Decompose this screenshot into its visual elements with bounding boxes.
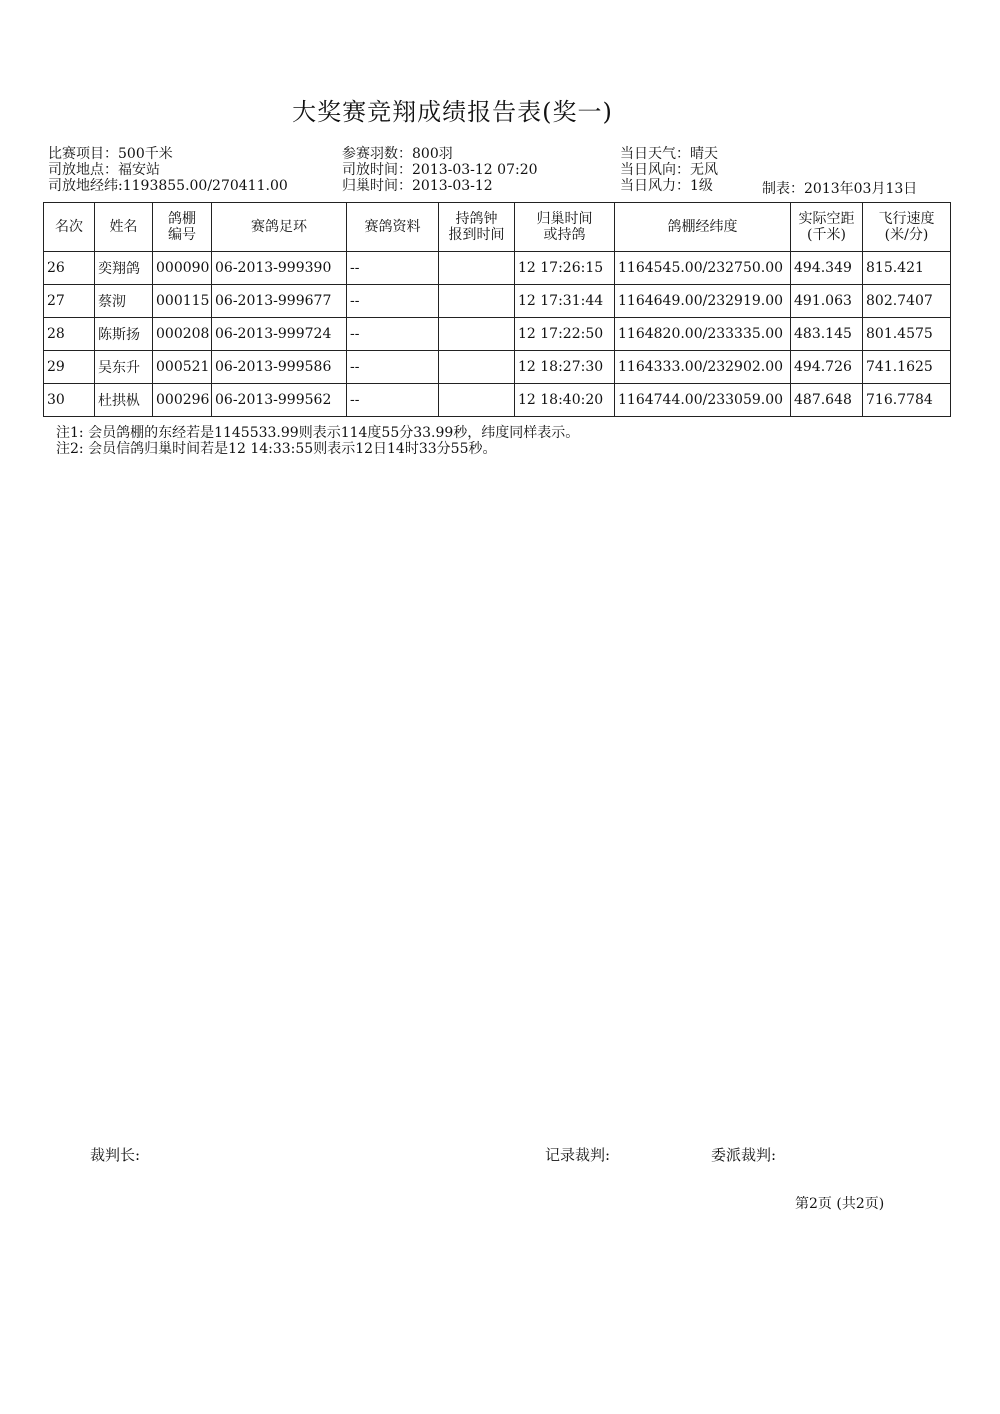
- race-info-right: [620, 146, 718, 194]
- col-speed-header: 飞行速度 (米/分): [863, 203, 951, 252]
- cell-name: 陈斯扬: [95, 318, 153, 351]
- cell-speed: 801.4575: [863, 318, 951, 351]
- cell-distance: 494.726: [791, 351, 863, 384]
- note-2: 注2: 会员信鸽归巢时间若是12 14:33:55则表示12日14时33分55秒。: [56, 441, 497, 457]
- cell-name: 奕翔鸽: [95, 252, 153, 285]
- cell-rank: 27: [44, 285, 95, 318]
- cell-pigeon-info: --: [347, 252, 439, 285]
- cell-name: 杜拱枞: [95, 384, 153, 417]
- table-row: [44, 351, 951, 384]
- cell-loft-coords: 1164545.00/232750.00: [615, 252, 791, 285]
- cell-distance: 491.063: [791, 285, 863, 318]
- return-date: 归巢时间：2013-03-12: [342, 178, 493, 194]
- table-row: [44, 252, 951, 285]
- cell-loft-id: 000521: [153, 351, 212, 384]
- cell-ring: 06-2013-999562: [212, 384, 347, 417]
- cell-speed: 716.7784: [863, 384, 951, 417]
- cell-ring: 06-2013-999390: [212, 252, 347, 285]
- cell-arrival-time: 12 18:40:20: [515, 384, 615, 417]
- cell-arrival-time: 12 17:31:44: [515, 285, 615, 318]
- cell-arrival-time: 12 17:22:50: [515, 318, 615, 351]
- release-coordinates: 司放地经纬:1193855.00/270411.00: [48, 178, 288, 194]
- cell-pigeon-info: --: [347, 285, 439, 318]
- cell-rank: 29: [44, 351, 95, 384]
- cell-speed: 741.1625: [863, 351, 951, 384]
- race-info-middle: [342, 146, 538, 194]
- cell-rank: 30: [44, 384, 95, 417]
- cell-clock-time: [439, 318, 515, 351]
- page-number: 第2页 (共2页): [795, 1196, 885, 1212]
- cell-clock-time: [439, 384, 515, 417]
- cell-name: 吴东升: [95, 351, 153, 384]
- cell-name: 蔡沏: [95, 285, 153, 318]
- cell-loft-coords: 1164649.00/232919.00: [615, 285, 791, 318]
- cell-pigeon-info: --: [347, 384, 439, 417]
- cell-clock-time: [439, 252, 515, 285]
- cell-speed: 802.7407: [863, 285, 951, 318]
- report-date: 制表：2013年03月13日: [762, 181, 918, 197]
- col-name-header: 姓名: [95, 203, 153, 252]
- race-event: 比赛项目：500千米: [48, 146, 173, 162]
- cell-ring: 06-2013-999586: [212, 351, 347, 384]
- cell-loft-coords: 1164820.00/233335.00: [615, 318, 791, 351]
- recording-judge-signature: 记录裁判:: [545, 1146, 611, 1164]
- results-table: [43, 202, 951, 417]
- cell-rank: 26: [44, 252, 95, 285]
- cell-pigeon-info: --: [347, 351, 439, 384]
- cell-loft-id: 000115: [153, 285, 212, 318]
- table-row: [44, 285, 951, 318]
- col-loft-id-header: 鸽棚 编号: [153, 203, 212, 252]
- cell-distance: 494.349: [791, 252, 863, 285]
- cell-distance: 483.145: [791, 318, 863, 351]
- table-row: [44, 384, 951, 417]
- cell-rank: 28: [44, 318, 95, 351]
- cell-clock-time: [439, 351, 515, 384]
- cell-loft-coords: 1164333.00/232902.00: [615, 351, 791, 384]
- wind-direction: 当日风向：无风: [620, 162, 718, 178]
- col-ring-header: 赛鸽足环: [212, 203, 347, 252]
- cell-pigeon-info: --: [347, 318, 439, 351]
- cell-speed: 815.421: [863, 252, 951, 285]
- col-clock-header: 持鸽钟 报到时间: [439, 203, 515, 252]
- release-location: 司放地点：福安站: [48, 162, 160, 178]
- cell-loft-id: 000296: [153, 384, 212, 417]
- chief-judge-signature: 裁判长:: [90, 1146, 141, 1164]
- cell-loft-id: 000090: [153, 252, 212, 285]
- assigned-judge-signature: 委派裁判:: [711, 1146, 777, 1164]
- entry-count: 参赛羽数：800羽: [342, 146, 453, 162]
- cell-ring: 06-2013-999677: [212, 285, 347, 318]
- report-title: 大奖赛竞翔成绩报告表(奖一): [292, 98, 613, 126]
- release-time: 司放时间：2013-03-12 07:20: [342, 162, 538, 178]
- weather: 当日天气：晴天: [620, 146, 718, 162]
- notes: [56, 425, 579, 457]
- cell-loft-coords: 1164744.00/233059.00: [615, 384, 791, 417]
- wind-force: 当日风力：1级: [620, 178, 713, 194]
- table-header-row: [44, 203, 951, 252]
- race-info-left: [48, 146, 288, 194]
- col-distance-header: 实际空距 (千米): [791, 203, 863, 252]
- cell-ring: 06-2013-999724: [212, 318, 347, 351]
- cell-clock-time: [439, 285, 515, 318]
- note-1: 注1: 会员鸽棚的东经若是1145533.99则表示114度55分33.99秒，纬度同样表示。: [56, 425, 580, 441]
- col-coords-header: 鸽棚经纬度: [615, 203, 791, 252]
- cell-arrival-time: 12 17:26:15: [515, 252, 615, 285]
- col-info-header: 赛鸽资料: [347, 203, 439, 252]
- cell-arrival-time: 12 18:27:30: [515, 351, 615, 384]
- cell-loft-id: 000208: [153, 318, 212, 351]
- col-arrival-header: 归巢时间 或持鸽: [515, 203, 615, 252]
- table-row: [44, 318, 951, 351]
- col-rank-header: 名次: [44, 203, 95, 252]
- cell-distance: 487.648: [791, 384, 863, 417]
